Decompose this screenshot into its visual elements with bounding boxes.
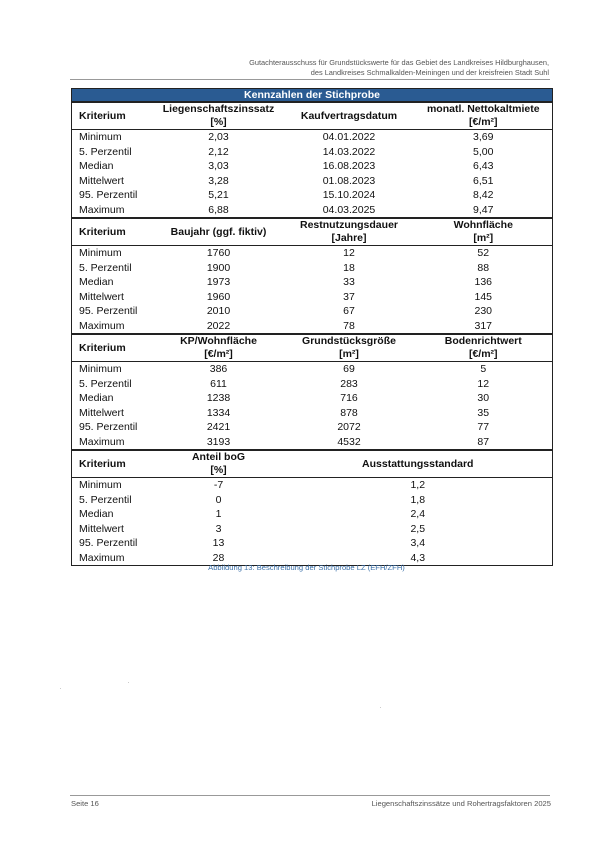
table-title: Kennzahlen der Stichprobe	[72, 89, 553, 103]
row-label: Minimum	[79, 363, 122, 376]
section-header-row	[72, 450, 553, 478]
section-header-row	[72, 102, 553, 130]
table-cell: 2,4	[410, 508, 426, 521]
table-cell: 04.03.2025	[322, 203, 376, 216]
table-cell: 2,5	[410, 522, 426, 535]
row-label: 95. Perzentil	[79, 537, 138, 550]
table-row	[72, 435, 553, 451]
row-label: Maximum	[79, 435, 125, 448]
table-cell: 77	[477, 421, 490, 434]
column-header: Liegenschaftszinssatz [%]	[154, 102, 284, 130]
table-row	[72, 362, 553, 377]
table-cell: 01.08.2023	[322, 174, 376, 187]
row-label: Minimum	[79, 247, 122, 260]
table-cell: 67	[343, 305, 355, 318]
header-line-2: des Landkreises Schmalkalden-Meiningen und der kreisfreien Stadt Suhl	[310, 68, 549, 77]
row-label: Minimum	[79, 131, 122, 144]
table-cell: 716	[340, 392, 358, 405]
table-cell: 12	[477, 377, 490, 390]
table-cell: 13	[212, 537, 225, 550]
table-cell: 1960	[206, 290, 231, 303]
table-cell: 33	[343, 276, 355, 289]
table-cell: 5,21	[208, 189, 229, 202]
table-cell: 3,03	[208, 160, 229, 173]
table-cell: 145	[474, 290, 493, 303]
column-header: Kaufvertragsdatum	[284, 102, 415, 130]
table-cell: 2022	[206, 319, 231, 332]
column-header: monatl. Nettokaltmiete [€/m²]	[415, 102, 553, 130]
table-row	[72, 304, 553, 319]
table-row	[72, 536, 553, 551]
row-label: 95. Perzentil	[79, 305, 138, 318]
table-cell: 136	[474, 276, 493, 289]
row-label: 5. Perzentil	[79, 261, 132, 274]
table-cell: 35	[477, 406, 490, 419]
table-cell: 1	[215, 508, 222, 521]
row-label: 95. Perzentil	[79, 421, 138, 434]
table-cell: 3,4	[410, 537, 426, 550]
table-row	[72, 391, 553, 406]
column-header: Baujahr (ggf. fiktiv)	[154, 218, 284, 246]
table-cell: 1973	[206, 276, 231, 289]
table-cell: 04.01.2022	[322, 131, 376, 144]
table-row	[72, 319, 553, 335]
table-cell: 1760	[206, 247, 231, 260]
table-cell: 283	[340, 377, 358, 390]
page-header	[119, 58, 549, 78]
table-cell: 15.10.2024	[322, 189, 376, 202]
table-cell: 52	[477, 247, 490, 260]
table-cell: 30	[477, 392, 490, 405]
table-cell: 69	[343, 363, 355, 376]
table-cell: 2010	[206, 305, 231, 318]
table-cell: 6,51	[473, 174, 494, 187]
table-row	[72, 174, 553, 189]
table-cell: 6,43	[473, 160, 494, 173]
scan-speck	[380, 707, 381, 708]
column-header: Ausstattungsstandard	[284, 450, 553, 478]
row-label: 5. Perzentil	[79, 377, 132, 390]
table-cell: 1334	[206, 406, 231, 419]
criterion-header: Kriterium	[72, 450, 154, 478]
table-cell: 4,3	[410, 551, 426, 564]
row-label: Mittelwert	[79, 406, 124, 419]
row-label: Mittelwert	[79, 522, 124, 535]
criterion-header: Kriterium	[72, 102, 154, 130]
table-cell: 3,28	[208, 174, 229, 187]
table-cell: 6,88	[208, 203, 229, 216]
table-row	[72, 493, 553, 508]
table-cell: 2,03	[208, 131, 229, 144]
table-title-row	[72, 89, 553, 103]
row-label: Mittelwert	[79, 174, 124, 187]
table-cell: 2421	[206, 421, 231, 434]
table-cell: 2,12	[208, 145, 229, 158]
table-cell: 3	[215, 522, 222, 535]
column-header: Bodenrichtwert [€/m²]	[415, 334, 553, 362]
table-row	[72, 290, 553, 305]
section-header-row	[72, 334, 553, 362]
header-line-1: Gutachterausschuss für Grundstückswerte für das Gebiet des Landkreises Hildburghausen,	[249, 58, 549, 67]
footer-title: Liegenschaftszinssätze und Rohertragsfaktoren 2025	[371, 799, 551, 808]
table-cell: 1,8	[410, 493, 426, 506]
scan-speck	[60, 688, 61, 689]
table-cell: 37	[343, 290, 355, 303]
row-label: Maximum	[79, 551, 125, 564]
column-header: Anteil boG [%]	[154, 450, 284, 478]
table-row	[72, 478, 553, 493]
statistics-table	[71, 88, 553, 566]
column-header: Grundstücksgröße [m²]	[284, 334, 415, 362]
table-cell: 16.08.2023	[322, 160, 376, 173]
table-cell: 1238	[206, 392, 231, 405]
header-rule	[70, 79, 550, 80]
table-cell: 4532	[337, 435, 361, 448]
table-cell: 317	[474, 319, 493, 332]
row-label: Mittelwert	[79, 290, 124, 303]
table-row	[72, 188, 553, 203]
page-number: Seite 16	[71, 799, 99, 808]
table-cell: 12	[343, 247, 355, 260]
row-label: Median	[79, 508, 114, 521]
table-row	[72, 261, 553, 276]
row-label: Minimum	[79, 479, 122, 492]
table-cell: 386	[209, 363, 228, 376]
table-row	[72, 406, 553, 421]
footer-rule	[70, 795, 550, 796]
table-row	[72, 377, 553, 392]
criterion-header: Kriterium	[72, 218, 154, 246]
figure-caption: Abbildung 13: Beschreibung der Stichprobe LZ (EFH/ZFH)	[208, 563, 405, 572]
row-label: 5. Perzentil	[79, 493, 132, 506]
table-cell: 9,47	[473, 203, 494, 216]
table-cell: 878	[340, 406, 358, 419]
table-cell: 8,42	[473, 189, 494, 202]
table-cell: 18	[343, 261, 355, 274]
column-header: Restnutzungsdauer [Jahre]	[284, 218, 415, 246]
column-header: KP/Wohnfläche [€/m²]	[154, 334, 284, 362]
table-cell: 2072	[337, 421, 361, 434]
table-row	[72, 522, 553, 537]
row-label: 5. Perzentil	[79, 145, 132, 158]
table-cell: 28	[212, 551, 225, 564]
table-row	[72, 203, 553, 219]
table-cell: 1900	[206, 261, 231, 274]
table-cell: 611	[210, 377, 227, 390]
table-cell: -7	[213, 479, 224, 492]
table-cell: 3193	[206, 435, 231, 448]
row-label: Median	[79, 276, 114, 289]
row-label: 95. Perzentil	[79, 189, 138, 202]
column-header: Wohnfläche [m²]	[415, 218, 553, 246]
table-row	[72, 420, 553, 435]
row-label: Median	[79, 160, 114, 173]
table-row	[72, 145, 553, 160]
table-cell: 0	[215, 493, 222, 506]
table-cell: 3,69	[473, 131, 494, 144]
section-header-row	[72, 218, 553, 246]
table-cell: 5,00	[473, 145, 494, 158]
criterion-header: Kriterium	[72, 334, 154, 362]
table-row	[72, 507, 553, 522]
table-cell: 1,2	[410, 479, 426, 492]
row-label: Median	[79, 392, 114, 405]
row-label: Maximum	[79, 203, 125, 216]
table-row	[72, 159, 553, 174]
table-cell: 88	[477, 261, 490, 274]
table-row	[72, 130, 553, 145]
row-label: Maximum	[79, 319, 125, 332]
table-row	[72, 246, 553, 261]
table-cell: 14.03.2022	[322, 145, 376, 158]
table-row	[72, 275, 553, 290]
table-cell: 5	[480, 363, 487, 376]
table-cell: 78	[343, 319, 355, 332]
table-cell: 230	[474, 305, 493, 318]
table-cell: 87	[477, 435, 490, 448]
scan-speck	[128, 682, 129, 683]
